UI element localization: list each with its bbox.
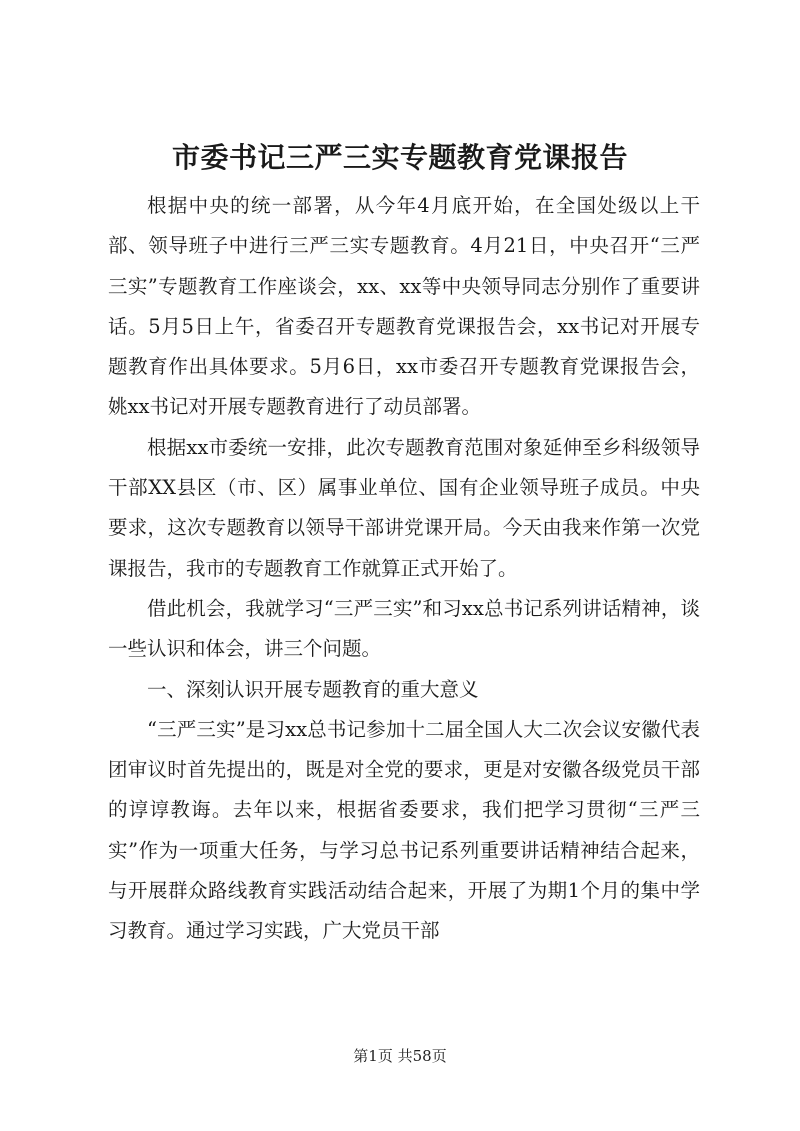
page-number-footer: 第1页 共58页 bbox=[353, 1047, 447, 1065]
paragraph-3: 借此机会，我就学习“三严三实”和习xx总书记系列讲话精神，谈一些认识和体会，讲三个问题。 bbox=[108, 596, 700, 661]
paragraph-1: 根据中央的统一部署，从今年4月底开始，在全国处级以上干部、领导班子中进行三严三实专题教育。4月21日，中央召开“三严三实”专题教育工作座谈会，xx、xx等中央领导同志分别作了重要讲话。5月5日上午，省委召开专题教育党课报告会，xx书记对开展专题教育作出具体要求。5月6日，xx市委召开专题教育党课报告会，姚xx书记对开展专题教育进行了动员部署。 bbox=[108, 194, 700, 419]
paragraph-4: “三严三实”是习xx总书记参加十二届全国人大二次会议安徽代表团审议时首先提出的，既是对全党的要求，更是对安徽各级党员干部的谆谆教诲。去年以来，根据省委要求，我们把学习贯彻“三严三实”作为一项重大任务，与学习总书记系列重要讲话精神结合起来，与开展群众路线教育实践活动结合起来，开展了为期1个月的集中学习教育。通过学习实践，广大党员干部 bbox=[108, 717, 700, 943]
paragraph-2: 根据xx市委统一安排，此次专题教育范围对象延伸至乡科级领导干部XX县区（市、区）属事业单位、国有企业领导班子成员。中央要求，这次专题教育以领导干部讲党课开局。今天由我来作第一次党课报告，我市的专题教育工作就算正式开始了。 bbox=[108, 435, 700, 580]
section-heading-1: 一、深刻认识开展专题教育的重大意义 bbox=[147, 677, 479, 701]
document-body bbox=[108, 186, 700, 952]
document-title: 市委书记三严三实专题教育党课报告 bbox=[171, 141, 628, 174]
